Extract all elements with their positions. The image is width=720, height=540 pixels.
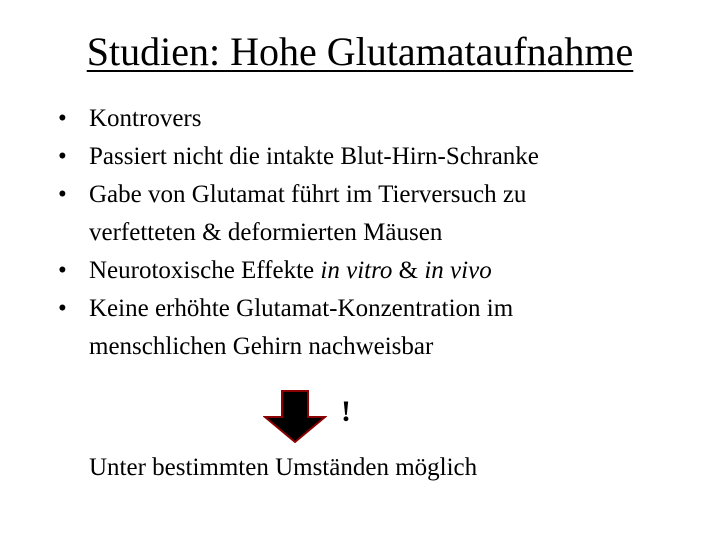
- bullet-marker: •: [58, 295, 67, 322]
- bullet-list: [58, 100, 698, 366]
- bullet-marker: •: [58, 143, 67, 170]
- bullet-item-kontrovers: [58, 100, 698, 138]
- bullet-item-neurotoxische-effekte: [58, 252, 698, 290]
- bullet-text: Neurotoxische Effekte: [89, 257, 321, 284]
- bullet-text-italic: in vitro: [320, 257, 393, 284]
- bullet-item-tierversuch: [58, 176, 698, 252]
- bullet-item-blut-hirn-schranke: [58, 138, 698, 176]
- bullet-text: Kontrovers: [89, 105, 202, 132]
- bullet-text-line: menschlichen Gehirn nachweisbar: [89, 333, 434, 360]
- bullet-text: &: [392, 257, 425, 284]
- bullet-text: Passiert nicht die intakte Blut-Hirn-Schranke: [89, 143, 539, 170]
- bullet-item-glutamat-konzentration: [58, 290, 698, 366]
- bullet-marker: •: [58, 181, 67, 208]
- bullet-marker: •: [58, 257, 67, 284]
- bullet-text-line: Keine erhöhte Glutamat-Konzentration im: [89, 295, 514, 322]
- conclusion-text: Unter bestimmten Umständen möglich: [89, 454, 478, 481]
- slide-title: Studien: Hohe Glutamataufnahme: [86, 29, 634, 74]
- bullet-marker: •: [58, 105, 67, 132]
- bullet-text-line: Gabe von Glutamat führt im Tierversuch zu: [89, 181, 527, 208]
- down-arrow-icon: [263, 390, 327, 444]
- bullet-text-line: verfetteten & deformierten Mäusen: [89, 219, 443, 246]
- exclamation-mark: !: [341, 395, 351, 428]
- bullet-text-italic: in vivo: [424, 257, 492, 284]
